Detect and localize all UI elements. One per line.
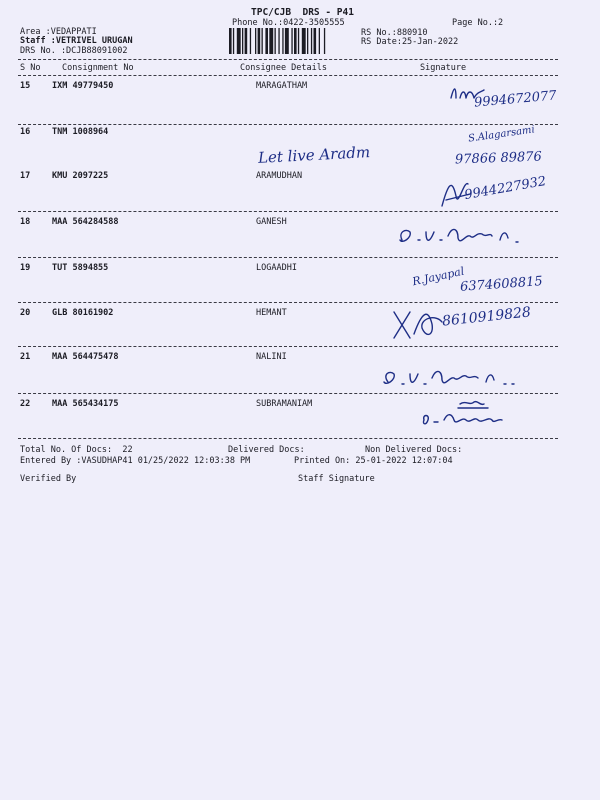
row-sno: 19: [20, 263, 31, 273]
signature-row-18: [396, 218, 526, 250]
signature-row-22: [418, 398, 518, 432]
divider: [18, 393, 558, 394]
row-sno: 16: [20, 127, 31, 137]
signature-row-21: [380, 362, 520, 392]
column-header-signature: Signature: [420, 63, 467, 73]
staff-signature: Staff Signature: [298, 474, 375, 484]
phone-number: Phone No.:0422-3505555: [232, 18, 345, 28]
area-label: Area :VEDAPPATI: [20, 27, 97, 37]
rs-number: RS No.:880910: [361, 28, 428, 38]
drs-number: DRS No. :DCJB88091002: [20, 46, 128, 56]
row-sno: 20: [20, 308, 31, 318]
row-consignee: GANESH: [256, 217, 287, 227]
column-header-sno: S No: [20, 63, 41, 73]
row-consignment-no: MAA 565434175: [52, 399, 119, 409]
row-consignment-no: TNM 1008964: [52, 127, 109, 137]
row-consignee: SUBRAMANIAM: [256, 399, 313, 409]
handwritten-phone-row-19: 6374608815: [459, 274, 544, 295]
row-consignment-no: IXM 49779450: [52, 81, 114, 91]
rs-date: RS Date:25-Jan-2022: [361, 37, 459, 47]
handwritten-phone-row-17: 9944227932: [463, 173, 548, 204]
row-consignee: ARAMUDHAN: [256, 171, 303, 181]
row-sno: 22: [20, 399, 31, 409]
row-sno: 18: [20, 217, 31, 227]
column-header-consignee: Consignee Details: [240, 63, 327, 73]
divider: [18, 59, 558, 60]
row-consignee: HEMANT: [256, 308, 287, 318]
row-sno: 21: [20, 352, 31, 362]
row-consignee: LOGAADHI: [256, 263, 297, 273]
staff-label: Staff :VETRIVEL URUGAN: [20, 36, 133, 46]
total-docs: Total No. Of Docs: 22: [20, 445, 133, 455]
divider: [18, 124, 558, 125]
handwritten-phone-row-20: 8610919828: [441, 304, 532, 330]
handwritten-name-row-19: R.Jayapal: [411, 264, 466, 289]
divider: [18, 302, 558, 303]
handwritten-note-row-16: Let live Aradm: [257, 143, 371, 167]
row-consignment-no: KMU 2097225: [52, 171, 109, 181]
handwritten-phone-row-15: 9994672077: [473, 88, 558, 111]
divider: [18, 346, 558, 347]
column-header-consignment: Consignment No: [62, 63, 134, 73]
row-sno: 17: [20, 171, 31, 181]
row-consignment-no: TUT 5894855: [52, 263, 109, 273]
divider: [18, 438, 558, 439]
verified-by: Verified By: [20, 474, 77, 484]
divider: [18, 75, 558, 76]
row-consignment-no: GLB 80161902: [52, 308, 114, 318]
page-number: Page No.:2: [452, 18, 504, 28]
barcode-image: [229, 28, 351, 54]
entered-by: Entered By :VASUDHAP41 01/25/2022 12:03:38 PM: [20, 456, 251, 466]
divider: [18, 257, 558, 258]
non-delivered-docs: Non Delivered Docs:: [365, 445, 463, 455]
delivered-docs: Delivered Docs:: [228, 445, 305, 455]
signature-row-20: [388, 304, 448, 346]
divider: [18, 211, 558, 212]
document-title: TPC/CJB DRS - P41: [251, 7, 354, 18]
printed-on: Printed On: 25-01-2022 12:07:04: [294, 456, 453, 466]
handwritten-phone-row-16: 97866 89876: [454, 149, 543, 168]
handwritten-name-row-16: S.Alagarsami: [467, 124, 536, 145]
row-consignment-no: MAA 564284588: [52, 217, 119, 227]
row-consignment-no: MAA 564475478: [52, 352, 119, 362]
row-consignee: NALINI: [256, 352, 287, 362]
row-consignee: MARAGATHAM: [256, 81, 308, 91]
row-sno: 15: [20, 81, 31, 91]
